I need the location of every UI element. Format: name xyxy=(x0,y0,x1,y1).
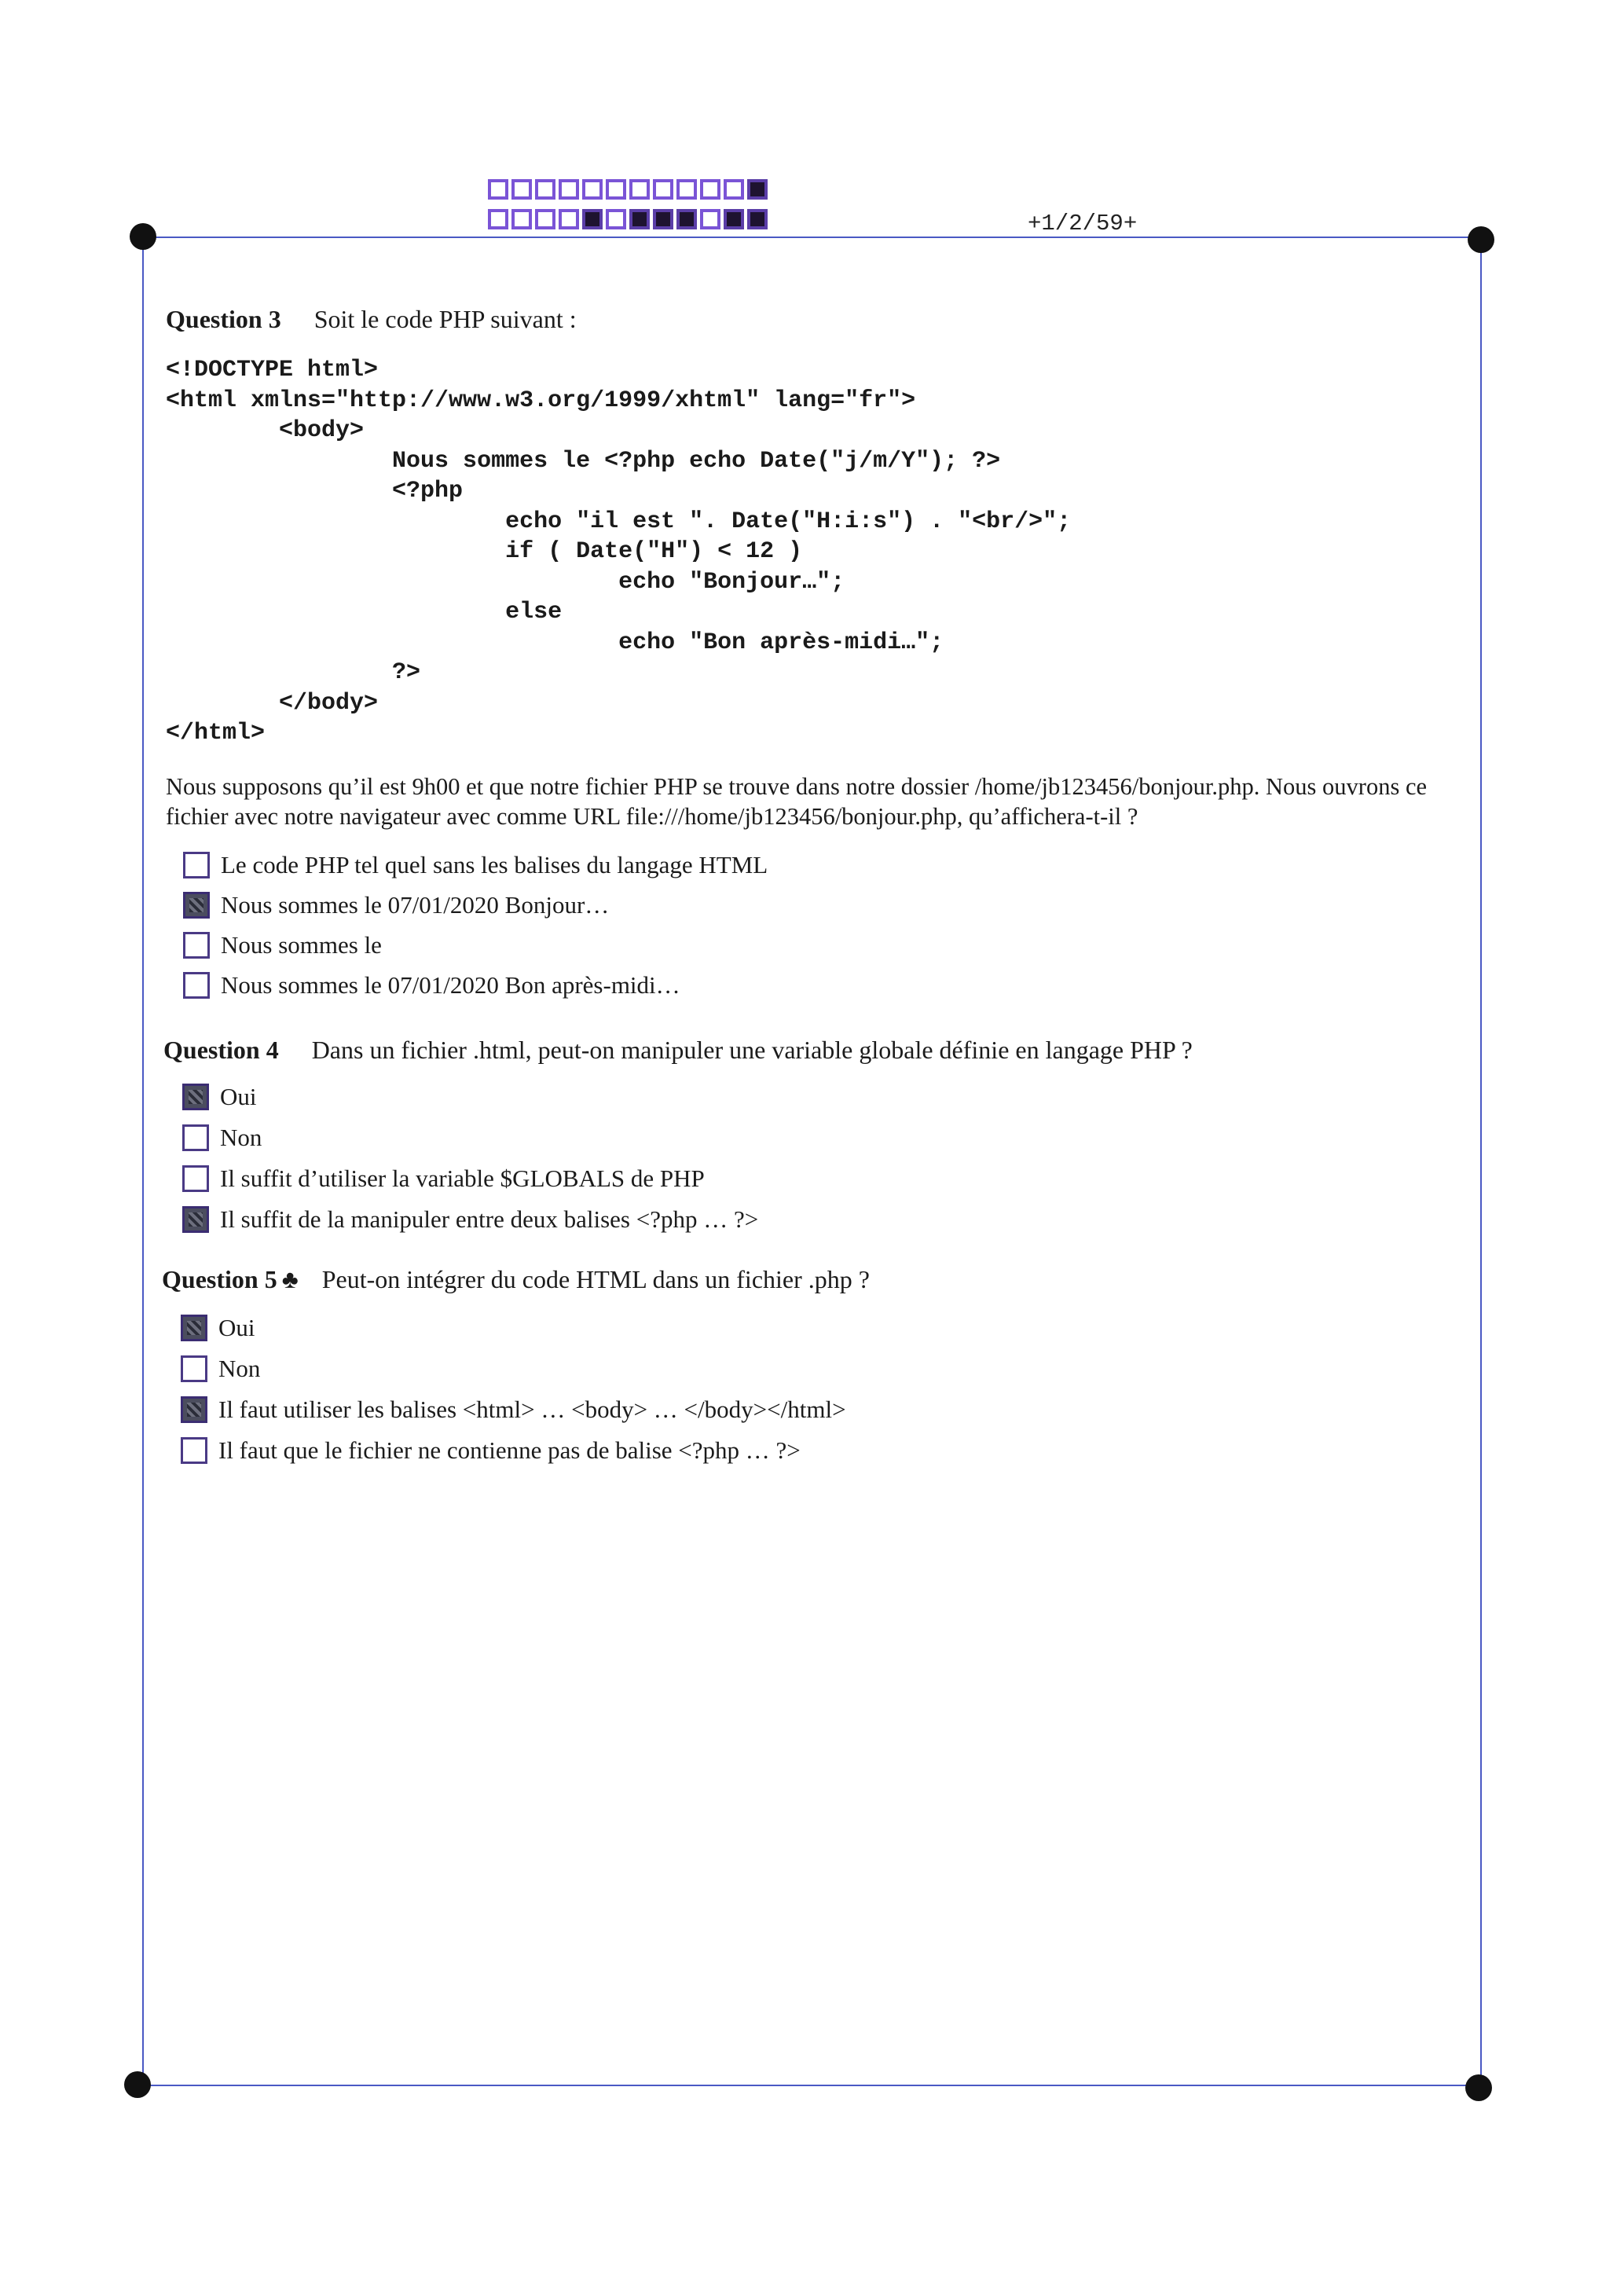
question-3-header xyxy=(166,305,577,334)
id-code-cell xyxy=(629,209,650,229)
answer-label: Nous sommes le 07/01/2020 Bonjour… xyxy=(221,891,610,919)
id-code-row-2 xyxy=(488,209,771,229)
corner-mark-bottom-left xyxy=(124,2071,151,2098)
answer-label: Non xyxy=(220,1124,262,1151)
frame-bottom xyxy=(137,2085,1480,2086)
corner-mark-bottom-right xyxy=(1465,2074,1492,2101)
checkbox[interactable] xyxy=(183,972,210,999)
page-code: +1/2/59+ xyxy=(1028,211,1138,237)
answer-row[interactable] xyxy=(182,1124,262,1152)
answer-label: Nous sommes le xyxy=(221,931,382,959)
frame-top xyxy=(144,237,1482,238)
id-code-cell xyxy=(511,209,532,229)
answer-row[interactable] xyxy=(182,1205,758,1234)
question-4-header xyxy=(163,1036,1193,1065)
frame-left xyxy=(142,237,144,2085)
answer-row[interactable] xyxy=(183,851,768,879)
id-code-cell xyxy=(559,179,579,200)
answer-label: Nous sommes le 07/01/2020 Bon après-midi… xyxy=(221,971,680,999)
answer-label: Non xyxy=(218,1355,261,1382)
id-code-cell xyxy=(582,179,603,200)
checkbox[interactable] xyxy=(182,1206,209,1233)
id-code-cell xyxy=(747,209,768,229)
php-code-block: <!DOCTYPE html> <html xmlns="http://www.w3.org/1999/xhtml" lang="fr"> <body> Nous sommes le <?php echo Date("j/m/Y"); ?> <?php echo "il est ". Date("H:i:s") . "<br/>"; if ( Date("H") < 12 ) echo "Bonjour…"; else echo "Bon après-midi…"; ?> </body> </html> xyxy=(166,357,1072,746)
answer-label: Il faut utiliser les balises <html> … <body> … </body></html> xyxy=(218,1396,846,1423)
id-code-cell xyxy=(535,179,555,200)
frame-right xyxy=(1480,237,1482,2085)
answer-row[interactable] xyxy=(182,1083,257,1111)
id-code-cell xyxy=(724,209,744,229)
id-code-cell xyxy=(724,179,744,200)
club-icon: ♣ xyxy=(281,1265,299,1293)
answer-label: Il suffit de la manipuler entre deux balises <?php … ?> xyxy=(220,1205,759,1233)
checkbox[interactable] xyxy=(181,1355,207,1382)
question-5-header xyxy=(162,1265,870,1294)
id-code-row-1 xyxy=(488,179,771,200)
question-3-number: Question 3 xyxy=(166,305,281,333)
id-code-cell xyxy=(676,179,697,200)
checkbox[interactable] xyxy=(182,1165,209,1192)
id-code-cell xyxy=(653,179,673,200)
answer-label: Il faut que le fichier ne contienne pas de balise <?php … ?> xyxy=(218,1436,801,1464)
question-5-number: Question 5 xyxy=(162,1265,277,1293)
id-code-cell xyxy=(653,209,673,229)
answer-row[interactable] xyxy=(181,1396,846,1424)
checkbox[interactable] xyxy=(181,1437,207,1464)
id-code-cell xyxy=(559,209,579,229)
answer-label: Oui xyxy=(220,1083,257,1110)
checkbox[interactable] xyxy=(183,932,210,959)
id-code-cell xyxy=(606,209,626,229)
answer-label: Il suffit d’utiliser la variable $GLOBALS de PHP xyxy=(220,1165,705,1192)
answer-label: Le code PHP tel quel sans les balises du langage HTML xyxy=(221,851,768,878)
question-4-number: Question 4 xyxy=(163,1036,279,1064)
id-code-cell xyxy=(700,209,720,229)
answer-row[interactable] xyxy=(183,971,680,999)
answer-row[interactable] xyxy=(183,891,609,919)
checkbox[interactable] xyxy=(181,1396,207,1423)
answer-row[interactable] xyxy=(181,1355,260,1383)
question-3-paragraph: Nous supposons qu’il est 9h00 et que notre fichier PHP se trouve dans notre dossier /home/jb123456/bonjour.php. Nous ouvrons ce fichier avec notre navigateur avec comme URL file:///home/jb123456/bonjour.php, qu’affichera-t-il ? xyxy=(166,773,1428,830)
checkbox[interactable] xyxy=(182,1084,209,1110)
corner-mark-top-right xyxy=(1468,226,1494,253)
checkbox[interactable] xyxy=(181,1315,207,1341)
id-code-cell xyxy=(488,179,508,200)
question-3-text: Soit le code PHP suivant : xyxy=(313,305,577,333)
id-code-cell xyxy=(535,209,555,229)
id-code-cell xyxy=(629,179,650,200)
checkbox[interactable] xyxy=(183,892,210,919)
id-code-cell xyxy=(511,179,532,200)
checkbox[interactable] xyxy=(183,852,210,878)
answer-row[interactable] xyxy=(182,1165,705,1193)
id-code-cell xyxy=(747,179,768,200)
answer-row[interactable] xyxy=(183,931,382,959)
corner-mark-top-left xyxy=(130,223,156,250)
answer-label: Oui xyxy=(218,1314,255,1341)
id-code-cell xyxy=(488,209,508,229)
id-code-cell xyxy=(582,209,603,229)
id-code-cell xyxy=(606,179,626,200)
answer-row[interactable] xyxy=(181,1314,255,1342)
checkbox[interactable] xyxy=(182,1124,209,1151)
answer-row[interactable] xyxy=(181,1436,801,1465)
id-code-cell xyxy=(676,209,697,229)
question-5-text: Peut-on intégrer du code HTML dans un fichier .php ? xyxy=(321,1265,870,1293)
id-code-cell xyxy=(700,179,720,200)
question-4-text: Dans un fichier .html, peut-on manipuler une variable globale définie en langage PHP ? xyxy=(311,1036,1193,1064)
